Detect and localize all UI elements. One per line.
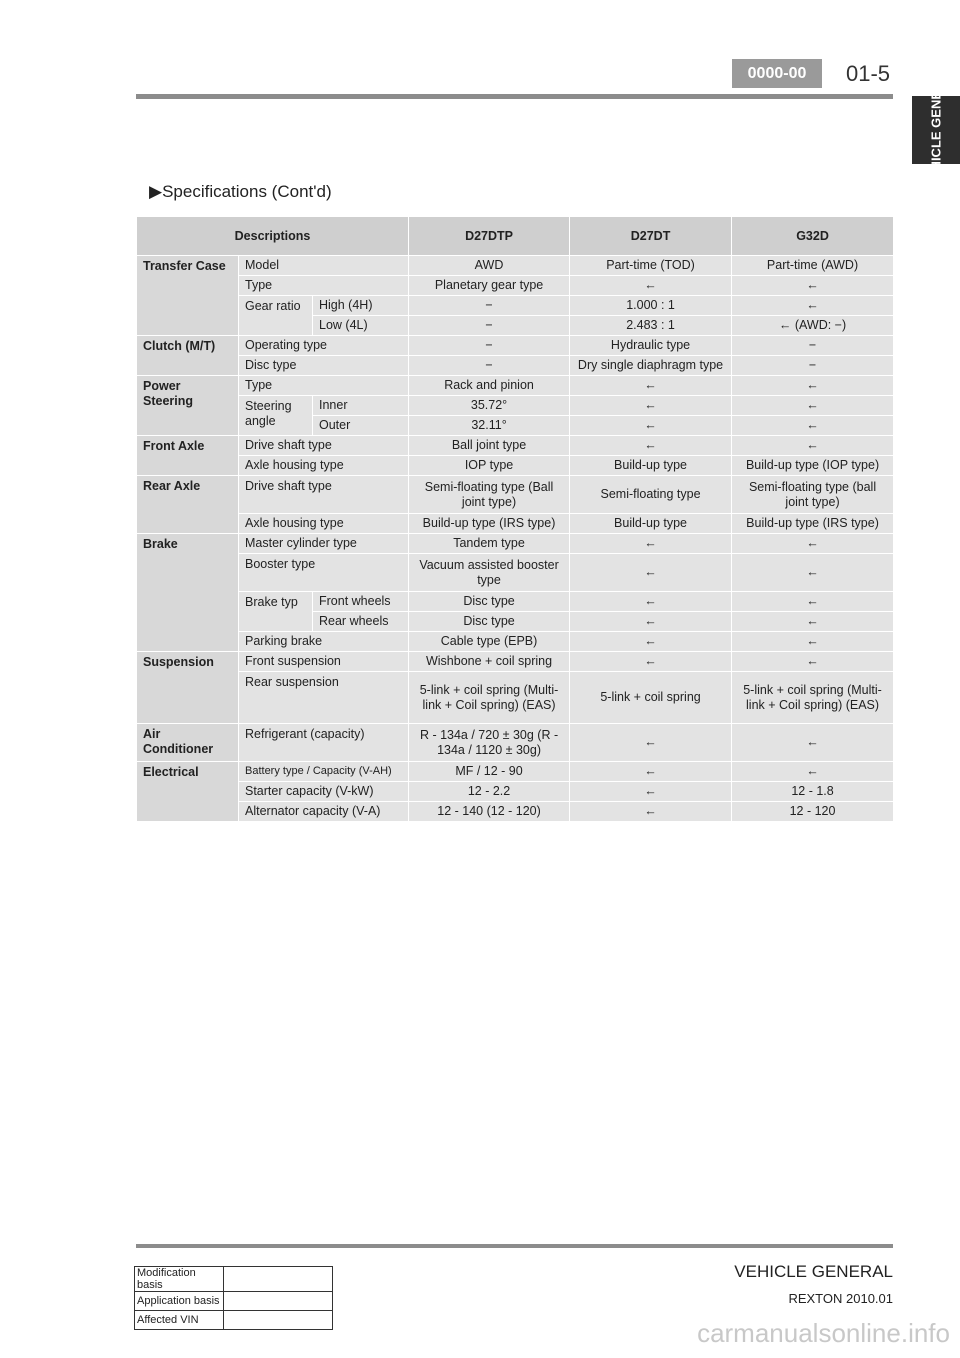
description-cell: Brake typ xyxy=(239,592,313,632)
value-cell: Dry single diaphragm type xyxy=(570,356,732,376)
value-cell: − xyxy=(409,316,570,336)
description-cell: Gear ratio xyxy=(239,296,313,336)
value-cell: ← xyxy=(732,296,894,316)
description-cell: Drive shaft type xyxy=(239,436,409,456)
description-cell: Front suspension xyxy=(239,652,409,672)
value-cell: R - 134a / 720 ± 30g (R - 134a / 1120 ± 30g) xyxy=(409,724,570,762)
table-row xyxy=(137,256,894,276)
value-cell: ← xyxy=(570,762,732,782)
description-cell: Rear suspension xyxy=(239,672,409,724)
table-row xyxy=(137,476,894,514)
value-cell: 35.72° xyxy=(409,396,570,416)
watermark: carmanualsonline.info xyxy=(697,1318,950,1348)
value-cell: Tandem type xyxy=(409,534,570,554)
value-cell: Vacuum assisted booster type xyxy=(409,554,570,592)
value-cell: ← xyxy=(570,396,732,416)
description-cell: Type xyxy=(239,376,409,396)
value-cell: ← xyxy=(570,592,732,612)
value-cell: ← (AWD: −) xyxy=(732,316,894,336)
description-cell: Battery type / Capacity (V-AH) xyxy=(239,762,409,782)
value-cell: ← xyxy=(570,632,732,652)
modification-table xyxy=(134,1266,333,1330)
value-cell: Build-up type xyxy=(570,456,732,476)
table-header-row xyxy=(137,217,894,256)
value-cell: ← xyxy=(570,724,732,762)
table-row xyxy=(137,672,894,724)
value-cell: 1.000 : 1 xyxy=(570,296,732,316)
value-cell: ← xyxy=(570,534,732,554)
value-cell: 2.483 : 1 xyxy=(570,316,732,336)
specifications-table xyxy=(136,216,894,822)
value-cell: 12 - 120 xyxy=(732,802,894,822)
application-basis-value xyxy=(224,1292,333,1311)
column-header: D27DT xyxy=(570,217,732,256)
table-row xyxy=(137,802,894,822)
category-cell: Transfer Case xyxy=(137,256,239,336)
sub-description-cell: Rear wheels xyxy=(313,612,409,632)
table-row xyxy=(137,396,894,416)
value-cell: − xyxy=(409,296,570,316)
section-title: ▶Specifications (Cont'd) xyxy=(149,182,332,201)
description-cell: Refrigerant (capacity) xyxy=(239,724,409,762)
value-cell: ← xyxy=(570,652,732,672)
table-row xyxy=(137,724,894,762)
footer-subtitle: REXTON 2010.01 xyxy=(788,1291,893,1306)
description-cell: Disc type xyxy=(239,356,409,376)
description-cell: Steering angle xyxy=(239,396,313,436)
table-row xyxy=(137,592,894,612)
value-cell: 32.11° xyxy=(409,416,570,436)
value-cell: IOP type xyxy=(409,456,570,476)
value-cell: ← xyxy=(732,724,894,762)
value-cell: ← xyxy=(570,416,732,436)
table-row xyxy=(137,514,894,534)
affected-vin-label: Affected VIN xyxy=(135,1311,224,1330)
footer-rule xyxy=(136,1244,893,1248)
value-cell: Build-up type (IOP type) xyxy=(732,456,894,476)
description-cell: Axle housing type xyxy=(239,514,409,534)
header-rule xyxy=(136,94,893,99)
value-cell: Ball joint type xyxy=(409,436,570,456)
sub-description-cell: Inner xyxy=(313,396,409,416)
category-cell: Front Axle xyxy=(137,436,239,476)
table-row xyxy=(137,336,894,356)
value-cell: Semi-floating type xyxy=(570,476,732,514)
page-number: 01-5 xyxy=(846,61,891,86)
value-cell: Part-time (AWD) xyxy=(732,256,894,276)
description-cell: Master cylinder type xyxy=(239,534,409,554)
value-cell: 12 - 140 (12 - 120) xyxy=(409,802,570,822)
value-cell: ← xyxy=(570,376,732,396)
table-row xyxy=(137,534,894,554)
value-cell: ← xyxy=(732,376,894,396)
value-cell: Build-up type (IRS type) xyxy=(732,514,894,534)
description-cell: Drive shaft type xyxy=(239,476,409,514)
section-code-badge: 0000-00 xyxy=(732,59,822,88)
value-cell: 12 - 1.8 xyxy=(732,782,894,802)
value-cell: 5-link + coil spring xyxy=(570,672,732,724)
table-row xyxy=(137,652,894,672)
modification-basis-label: Modification basis xyxy=(135,1267,224,1292)
table-row xyxy=(137,296,894,316)
value-cell: ← xyxy=(570,436,732,456)
value-cell: ← xyxy=(732,632,894,652)
column-header: D27DTP xyxy=(409,217,570,256)
column-header: G32D xyxy=(732,217,894,256)
value-cell: Cable type (EPB) xyxy=(409,632,570,652)
table-row xyxy=(137,554,894,592)
value-cell: Wishbone + coil spring xyxy=(409,652,570,672)
column-header: Descriptions xyxy=(137,217,409,256)
value-cell: Semi-floating type (ball joint type) xyxy=(732,476,894,514)
modification-basis-value xyxy=(224,1267,333,1292)
chapter-side-tab[interactable] xyxy=(912,72,960,188)
table-row xyxy=(137,782,894,802)
value-cell: ← xyxy=(570,554,732,592)
value-cell: ← xyxy=(732,652,894,672)
value-cell: − xyxy=(732,336,894,356)
value-cell: ← xyxy=(732,276,894,296)
value-cell: Planetary gear type xyxy=(409,276,570,296)
application-basis-label: Application basis xyxy=(135,1292,224,1311)
value-cell: Build-up type (IRS type) xyxy=(409,514,570,534)
value-cell: 5-link + coil spring (Multi-link + Coil spring) (EAS) xyxy=(409,672,570,724)
value-cell: MF / 12 - 90 xyxy=(409,762,570,782)
description-cell: Starter capacity (V-kW) xyxy=(239,782,409,802)
table-row xyxy=(137,276,894,296)
value-cell: ← xyxy=(732,554,894,592)
value-cell: ← xyxy=(732,416,894,436)
category-cell: Brake xyxy=(137,534,239,652)
table-row xyxy=(137,456,894,476)
sub-description-cell: High (4H) xyxy=(313,296,409,316)
affected-vin-value xyxy=(224,1311,333,1330)
value-cell: ← xyxy=(732,592,894,612)
value-cell: ← xyxy=(570,782,732,802)
sub-description-cell: Low (4L) xyxy=(313,316,409,336)
value-cell: 5-link + coil spring (Multi-link + Coil spring) (EAS) xyxy=(732,672,894,724)
table-row xyxy=(135,1311,333,1330)
category-cell: Power Steering xyxy=(137,376,239,436)
value-cell: ← xyxy=(732,612,894,632)
table-row xyxy=(135,1292,333,1311)
value-cell: Disc type xyxy=(409,592,570,612)
side-tab-label: VEHICLE GENERA xyxy=(928,72,944,188)
value-cell: Hydraulic type xyxy=(570,336,732,356)
sub-description-cell: Front wheels xyxy=(313,592,409,612)
value-cell: ← xyxy=(570,276,732,296)
value-cell: 12 - 2.2 xyxy=(409,782,570,802)
value-cell: − xyxy=(409,336,570,356)
value-cell: ← xyxy=(732,436,894,456)
value-cell: Rack and pinion xyxy=(409,376,570,396)
description-cell: Type xyxy=(239,276,409,296)
category-cell: Suspension xyxy=(137,652,239,724)
value-cell: ← xyxy=(570,802,732,822)
footer-title: VEHICLE GENERAL xyxy=(734,1262,893,1281)
value-cell: Semi-floating type (Ball joint type) xyxy=(409,476,570,514)
value-cell: ← xyxy=(732,396,894,416)
description-cell: Alternator capacity (V-A) xyxy=(239,802,409,822)
category-cell: Clutch (M/T) xyxy=(137,336,239,376)
table-row xyxy=(137,632,894,652)
value-cell: Build-up type xyxy=(570,514,732,534)
category-cell: Air Conditioner xyxy=(137,724,239,762)
description-cell: Booster type xyxy=(239,554,409,592)
description-cell: Operating type xyxy=(239,336,409,356)
value-cell: − xyxy=(732,356,894,376)
description-cell: Axle housing type xyxy=(239,456,409,476)
value-cell: − xyxy=(409,356,570,376)
value-cell: AWD xyxy=(409,256,570,276)
value-cell: Disc type xyxy=(409,612,570,632)
table-row xyxy=(137,762,894,782)
description-cell: Model xyxy=(239,256,409,276)
value-cell: ← xyxy=(570,612,732,632)
value-cell: ← xyxy=(732,762,894,782)
description-cell: Parking brake xyxy=(239,632,409,652)
category-cell: Rear Axle xyxy=(137,476,239,534)
value-cell: ← xyxy=(732,534,894,554)
value-cell: Part-time (TOD) xyxy=(570,256,732,276)
table-row xyxy=(135,1267,333,1292)
table-row xyxy=(137,436,894,456)
table-row xyxy=(137,376,894,396)
table-row xyxy=(137,356,894,376)
category-cell: Electrical xyxy=(137,762,239,822)
sub-description-cell: Outer xyxy=(313,416,409,436)
